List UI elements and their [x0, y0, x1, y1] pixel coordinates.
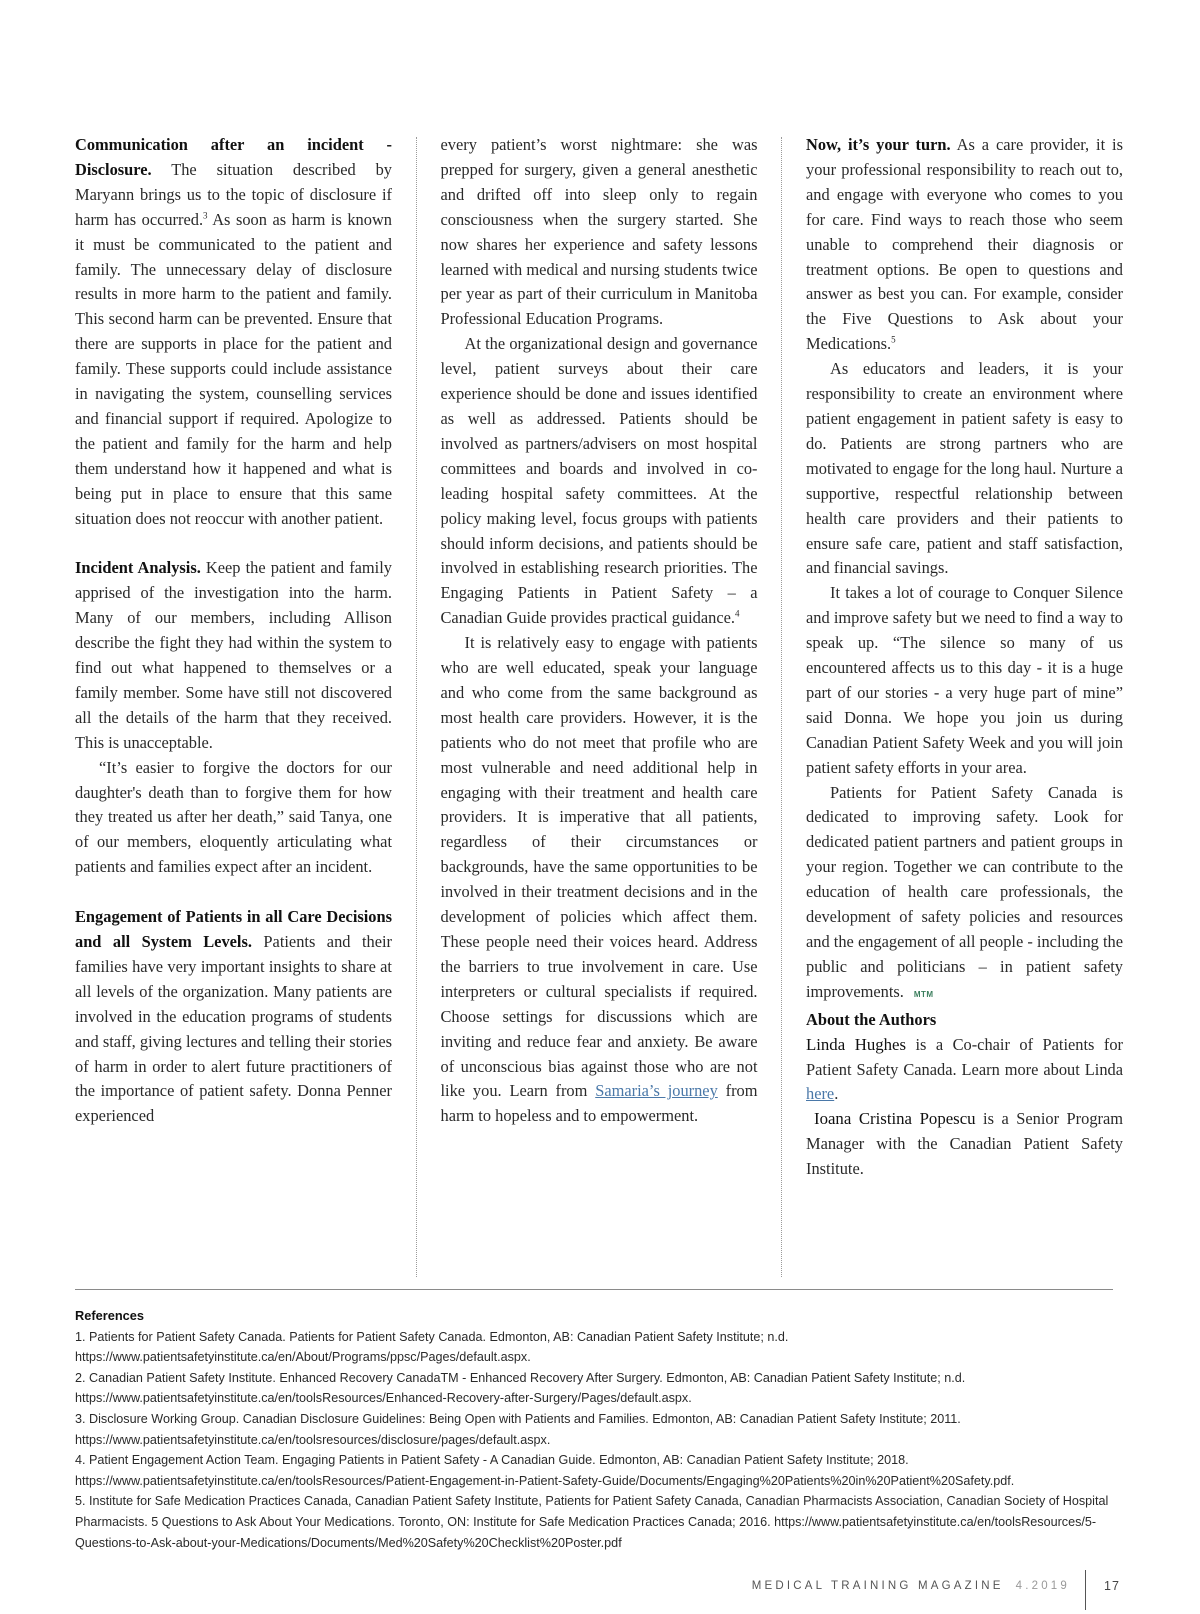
page-footer	[0, 1570, 1200, 1610]
footer-masthead	[752, 1580, 1070, 1592]
text: It is relatively easy to engage with patients who are well educated, speak your language and who come from the same background as most health care providers. However, it is the patients who do not meet that profile who are most vulnerable and need additional help in engaging with their treatment and health care providers. It is imperative that all patients, regardless of their circumstances or backgrounds, have the same opportunities to be involved in their treatment decisions and in the development of policies which affect them. These people need their voices heard. Address the barriers to true involvement in care. Use interpreters or cultural specialists if required. Choose settings for discussions which are inviting and reduce fear and anxiety. Be aware of unconscious bias against those who are not like you. Learn from	[440, 633, 758, 1101]
paragraph-quote-tanya: “It’s easier to forgive the doctors for our daughter's death than to forgive them for how they treated us after her death,” said Tanya, one of our members, eloquently articulating what patients and families expect after an incident.	[75, 757, 392, 877]
samaria-journey-link[interactable]: Samaria’s journey	[595, 1081, 718, 1101]
text: At the organizational design and governance level, patient surveys about their care experience should be done and issues identified as well as addressed. Patients should be involved as partners/advisers on most hospital committees and boards and involved in co-leading hospital safety committees. At the policy making level, focus groups with patients should inform decisions, and patients should be involved in establishing research priorities. The Engaging Patients in Patient Safety – a Canadian Guide provides practical guidance.	[440, 334, 758, 628]
column-1	[75, 133, 392, 1281]
issue-number: 4.2019	[1015, 1580, 1070, 1592]
paragraph-educators: As educators and leaders, it is your responsibility to create an environment where patient engagement in patient safety is easy to do. Patients are strong partners who are motivated to engage for the long haul. Nurture a supportive, respectful relationship between health care providers and their patients to ensure safe care, patient and staff satisfaction, and financial savings.	[806, 359, 1123, 578]
article-columns	[75, 133, 1123, 1281]
references-title: References	[75, 1308, 145, 1323]
reference-item: 4. Patient Engagement Action Team. Engaging Patients in Patient Safety - A Canadian Guide. Edmonton, AB: Canadian Patient Safety Institute; 2018. https://www.patientsafetyinstitute.ca/en/toolsResources/Patient-Engagement-in-Patient-Safety-Guide/Documents/Engaging%20Patients%20in%20Patient%20Safety.pdf.	[75, 1453, 1015, 1488]
paragraph-organizational	[441, 332, 758, 631]
text: from harm to hopeless and to empowerment.	[440, 1081, 758, 1126]
paragraph-disclosure	[75, 133, 392, 532]
reference-item: 2. Canadian Patient Safety Institute. Enhanced Recovery CanadaTM - Enhanced Recovery After Surgery. Edmonton, AB: Canadian Patient Safety Institute; n.d. https://www.patientsafetyinstitute.ca/en/toolsResources/Enhanced-Recovery-after-Surgery/Pages/default.aspx.	[75, 1370, 966, 1406]
paragraph-incident-analysis	[75, 556, 392, 755]
references-section	[75, 1306, 1115, 1553]
heading-disclosure: Communication after an incident - Disclosure.	[75, 135, 392, 179]
about-authors-heading: About the Authors	[806, 1009, 937, 1029]
footnote-ref: 4	[734, 608, 740, 619]
footnote-ref: 3	[203, 210, 208, 221]
text: Patients and their families have very important insights to share at all levels of the organization. Many patients are involved in the education programs of students and staff, giving lectures and telling their stories of harm in order to alert future practitioners of the importance of patient safety. Donna Penner experienced	[75, 931, 392, 1126]
heading-your-turn: Now, it’s your turn.	[806, 135, 951, 154]
text: is a Senior Program Manager with the Canadian Patient Safety Institute.	[806, 1109, 1123, 1179]
text: As soon as harm is known it must be communicated to the patient and family. The unnecessary delay of disclosure results in more harm to the patient and family. This second harm can be prevented. Ensure that there are supports in place for the patient and family. These supports could include assistance in navigating the system, counselling services and financial support if required. Apologize to the patient and family for the harm and help them understand how it happened and what is being put in place to ensure that this same situation does not reoccur with another patient.	[75, 209, 392, 528]
text: .	[834, 1084, 839, 1104]
author-ioana	[806, 1107, 1123, 1182]
paragraph-engagement	[75, 905, 392, 1129]
author-linda	[806, 1033, 1123, 1108]
heading-engagement: Engagement of Patients in all Care Decisions and all System Levels.	[75, 907, 392, 951]
end-mark-logo: MTM	[913, 989, 934, 999]
reference-item: 1. Patients for Patient Safety Canada. Patients for Patient Safety Canada. Edmonton, AB: Canadian Patient Safety Institute; n.d. https://www.patientsafetyinstitute.ca/en/About/Programs/ppsc/Pages/default.aspx.	[75, 1329, 789, 1365]
text: Patients for Patient Safety Canada is dedicated to improving safety. Look for dedicated patient partners and patient groups in your region. Together we can contribute to the education of health care professionals, the development of safety policies and resources and the engagement of all people - including the public and politicians – in patient safety improvements.	[806, 782, 1123, 1001]
paragraph-courage: It takes a lot of courage to Conquer Silence and improve safety but we need to find a way to speak up. “The silence so many of us encountered affects us to this day - it is a huge part of our stories - a very huge part of mine” said Donna. We hope you join us during Canadian Patient Safety Week and you will join patient safety efforts in your area.	[806, 583, 1123, 777]
author-name: Ioana Cristina Popescu	[814, 1109, 976, 1129]
paragraph-ppsc	[806, 781, 1123, 1008]
heading-incident-analysis: Incident Analysis.	[75, 558, 201, 578]
footnote-ref: 5	[891, 334, 896, 345]
paragraph-engage-all	[441, 631, 758, 1129]
reference-item: 5. Institute for Safe Medication Practices Canada, Canadian Patient Safety Institute, Patients for Patient Safety Canada, Canadian Pharmacists Association, Canadian Society of Hospital Pharmacists. 5 Questions to Ask About Your Medications. Toronto, ON: Institute for Safe Medication Practices Canada; 2016. https://www.patientsafetyinstitute.ca/en/toolsResources/5-Questions-to-Ask-about-your-Medications/Documents/Med%20Safety%20Checklist%20Poster.pdf	[75, 1494, 1109, 1550]
reference-item: 3. Disclosure Working Group. Canadian Disclosure Guidelines: Being Open with Patients and Families. Edmonton, AB: Canadian Patient Safety Institute; 2011. https://www.patientsafetyinstitute.ca/en/toolsresources/disclosure/pages/default.aspx.	[75, 1411, 961, 1447]
column-divider	[781, 137, 782, 1277]
column-3	[806, 133, 1123, 1281]
paragraph-donna: every patient’s worst nightmare: she was prepped for surgery, given a general anesthetic and drifted off into sleep only to regain consciousness when the surgery started. She now shares her experience and safety lessons learned with medical and nursing students twice per year as part of their curriculum in Manitoba Professional Education Programs.	[440, 135, 758, 329]
page-number: 17	[1104, 1579, 1120, 1593]
text: As a care provider, it is your professional responsibility to reach out to, and engage with everyone who comes to you for care. Find ways to reach those who seem unable to comprehend their diagnosis or treatment options. Be open to questions and answer as best you can. For example, consider the Five Questions to Ask about your Medications.	[806, 135, 1123, 354]
text: is a Co-chair of Patients for Patient Safety Canada. Learn more about Linda	[806, 1034, 1123, 1079]
column-2	[441, 133, 758, 1281]
paragraph-your-turn	[806, 133, 1123, 357]
text: Keep the patient and family apprised of the investigation into the harm. Many of our members, including Allison describe the fight they had within the system to find out what happened to themselves or a family member. Some have still not discovered all the details of the harm that they received. This is unacceptable.	[75, 558, 392, 752]
magazine-name: MEDICAL TRAINING MAGAZINE	[751, 1580, 1004, 1592]
column-divider	[416, 137, 417, 1277]
footer-divider	[1085, 1570, 1086, 1610]
author-name: Linda Hughes	[806, 1034, 906, 1054]
text: The situation described by Maryann brings us to the topic of disclosure if harm has occurred.	[75, 159, 392, 229]
references-divider	[75, 1289, 1113, 1290]
linda-here-link[interactable]: here	[806, 1084, 835, 1104]
